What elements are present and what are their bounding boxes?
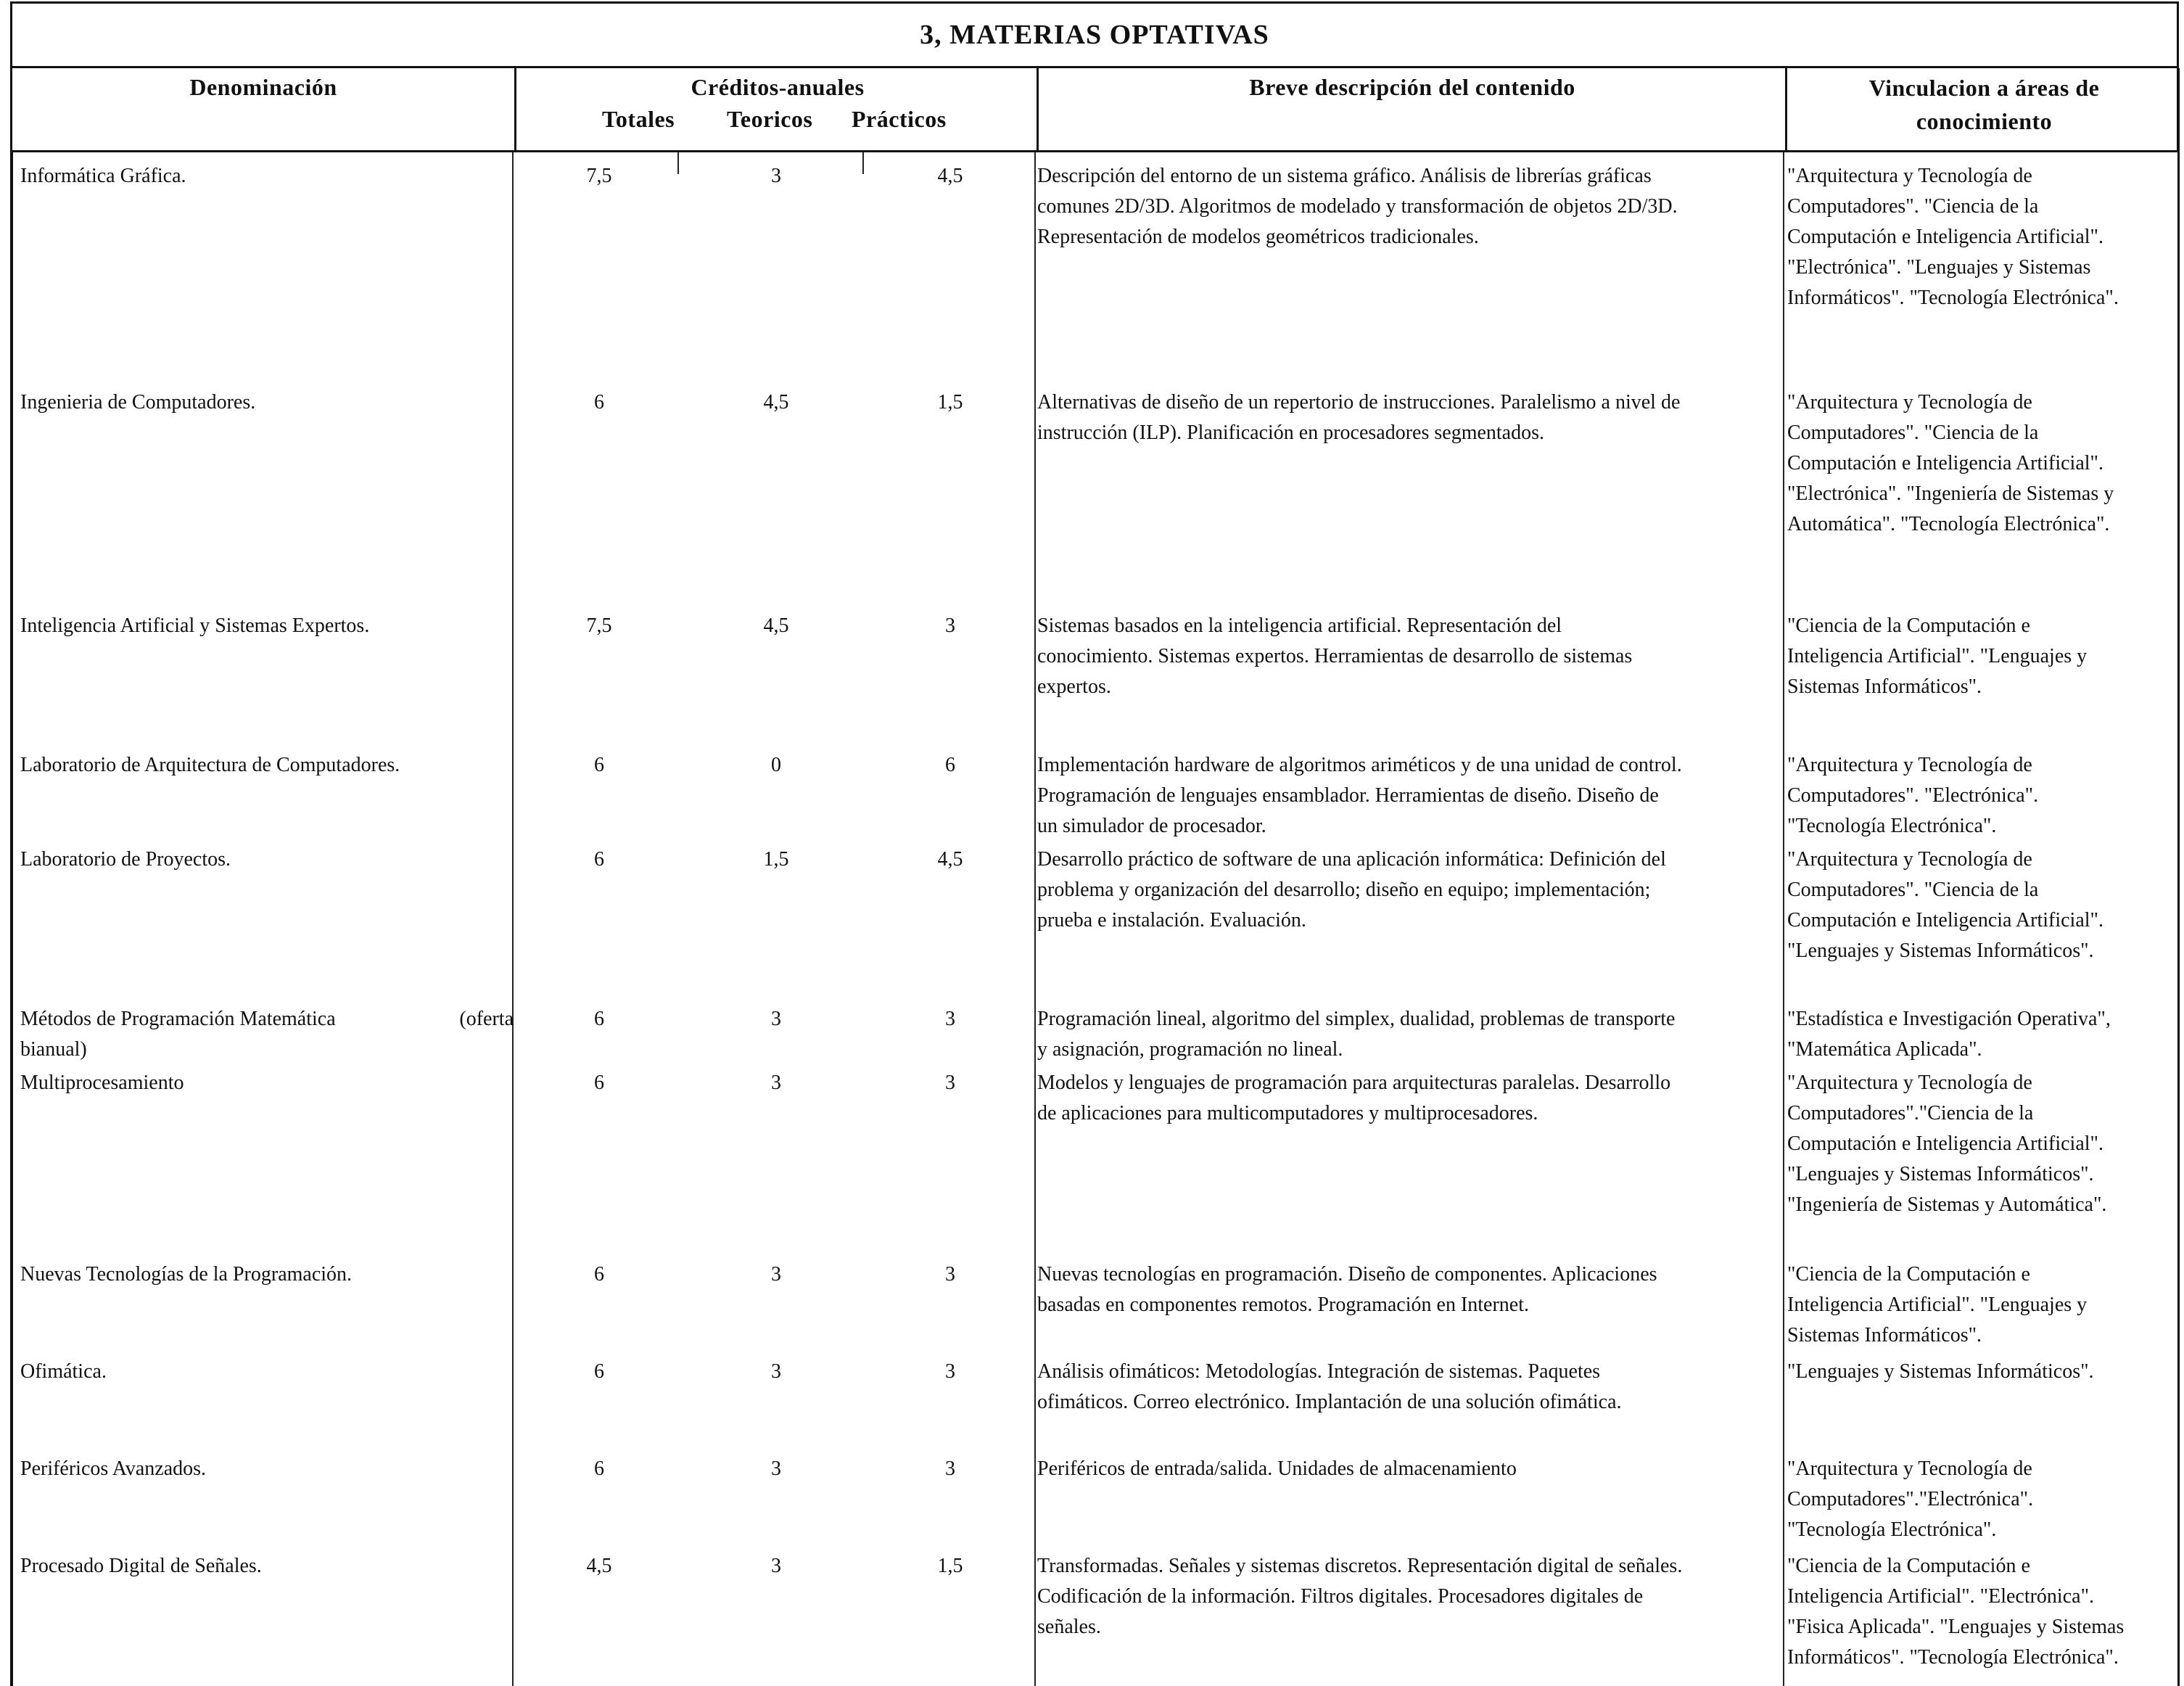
header-vinculacion-line1: Vinculacion a áreas de	[1868, 75, 2100, 101]
row-teoricos: 1,5	[763, 848, 789, 871]
row-practicos: 3	[945, 1360, 955, 1383]
row-name: Procesado Digital de Señales.	[20, 1555, 262, 1577]
column-divider	[677, 152, 679, 174]
row-practicos: 3	[945, 1457, 955, 1480]
row-name: Periféricos Avanzados.	[20, 1457, 207, 1480]
row-teoricos: 0	[771, 754, 781, 776]
row-description: Descripción del entorno de un sistema gráfico. Análisis de librerías gráficas comunes 2D/3D. Algoritmos de modelado y transformación de objetos 2D/3D. Representación de modelos geométricos tradicionales.	[1037, 165, 1678, 248]
row-description: Programación lineal, algoritmo del simplex, dualidad, problemas de transporte y asignación, programación no lineal.	[1037, 1008, 1676, 1061]
table-header	[10, 67, 2179, 152]
header-vinculacion	[1787, 67, 2181, 150]
row-practicos: 3	[945, 1072, 955, 1094]
row-teoricos: 3	[771, 1555, 781, 1577]
row-practicos: 3	[945, 614, 955, 637]
document-page	[10, 0, 2183, 1686]
row-areas: "Estadística e Investigación Operativa", "Matemática Aplicada".	[1787, 1008, 2111, 1061]
row-name: Ofimática.	[20, 1360, 107, 1383]
row-practicos: 6	[945, 754, 955, 776]
row-teoricos: 3	[771, 1008, 781, 1030]
row-areas: "Ciencia de la Computación e Inteligencia Artificial". "Electrónica". "Fisica Aplicada". "Lenguajes y Sistemas Informáticos". "Tecnología Electrónica".	[1787, 1555, 2125, 1669]
row-teoricos: 4,5	[763, 391, 789, 414]
row-areas: "Ciencia de la Computación e Inteligencia Artificial". "Lenguajes y Sistemas Informáticos".	[1787, 614, 2088, 698]
row-totales: 4,5	[586, 1555, 612, 1577]
column-divider	[862, 152, 864, 174]
row-name: Inteligencia Artificial y Sistemas Expertos.	[20, 614, 370, 637]
header-vinculacion-line2: conocimiento	[1916, 108, 2053, 134]
row-description: Desarrollo práctico de software de una aplicación informática: Definición del problema y organización del desarrollo; diseño en equipo; implementación; prueba e instalación. Evaluación.	[1037, 848, 1666, 932]
row-totales: 6	[594, 754, 604, 776]
row-totales: 6	[594, 848, 604, 871]
table-title-text: 3, MATERIAS OPTATIVAS	[920, 20, 1269, 50]
row-areas: "Arquitectura y Tecnología de Computadores". "Ciencia de la Computación e Inteligencia Artificial". "Electrónica". "Ingeniería de Sistemas y Automática". "Tecnología Electrónica".	[1787, 391, 2114, 535]
header-denominacion: Denominación	[189, 74, 337, 100]
row-practicos: 1,5	[937, 391, 963, 414]
row-teoricos: 3	[771, 165, 781, 187]
row-name: Nuevas Tecnologías de la Programación.	[20, 1263, 353, 1286]
header-teoricos: Teoricos	[727, 106, 813, 132]
row-totales: 6	[594, 391, 604, 414]
row-areas: "Ciencia de la Computación e Inteligencia Artificial". "Lenguajes y Sistemas Informáticos".	[1787, 1263, 2088, 1346]
row-practicos: 3	[945, 1008, 955, 1030]
table-title	[10, 1, 2179, 68]
row-description: Modelos y lenguajes de programación para arquitecturas paralelas. Desarrollo de aplicaciones para multicomputadores y multiprocesadores.	[1037, 1072, 1671, 1124]
row-areas: "Lenguajes y Sistemas Informáticos".	[1787, 1360, 2094, 1383]
row-description: Implementación hardware de algoritmos ariméticos y de una unidad de control. Programación de lenguajes ensamblador. Herramientas de diseño. Diseño de un simulador de procesador.	[1037, 754, 1682, 837]
row-name: Laboratorio de Arquitectura de Computadores.	[20, 754, 400, 776]
row-teoricos: 3	[771, 1072, 781, 1094]
row-name: Multiprocesamiento	[20, 1072, 184, 1094]
row-teoricos: 3	[771, 1457, 781, 1480]
row-practicos: 4,5	[937, 165, 963, 187]
header-practicos: Prácticos	[852, 106, 947, 132]
row-practicos: 4,5	[937, 848, 963, 871]
header-creditos	[516, 67, 1039, 150]
header-totales: Totales	[602, 106, 675, 132]
row-description: Nuevas tecnologías en programación. Diseño de componentes. Aplicaciones basadas en componentes remotos. Programación en Internet.	[1037, 1263, 1657, 1316]
row-areas: "Arquitectura y Tecnología de Computadores"."Electrónica". "Tecnología Electrónica".	[1787, 1457, 2034, 1541]
header-creditos-label: Créditos-anuales	[691, 74, 865, 100]
row-description: Análisis ofimáticos: Metodologías. Integración de sistemas. Paquetes ofimáticos. Correo electrónico. Implantación de una solución ofimática.	[1037, 1360, 1622, 1413]
row-teoricos: 3	[771, 1360, 781, 1383]
header-descripcion: Breve descripción del contenido	[1249, 74, 1575, 100]
row-totales: 6	[594, 1263, 604, 1286]
row-description: Periféricos de entrada/salida. Unidades de almacenamiento	[1037, 1457, 1517, 1480]
row-areas: "Arquitectura y Tecnología de Computadores". "Ciencia de la Computación e Inteligencia Artificial". "Lenguajes y Sistemas Informáticos".	[1787, 848, 2103, 962]
row-practicos: 1,5	[937, 1555, 963, 1577]
row-name: Métodos de Programación Matemática (oferta bianual)	[20, 1004, 514, 1065]
row-totales: 7,5	[586, 614, 612, 637]
row-name: Informática Gráfica.	[20, 165, 186, 187]
row-areas: "Arquitectura y Tecnología de Computadores". "Ciencia de la Computación e Inteligencia Artificial". "Electrónica". "Lenguajes y Sistemas Informáticos". "Tecnología Electrónica".	[1787, 165, 2119, 309]
row-totales: 6	[594, 1457, 604, 1480]
row-name-line: Métodos de Programación Matemática (oferta	[20, 1008, 514, 1030]
row-name: Laboratorio de Proyectos.	[20, 848, 231, 871]
row-description: Transformadas. Señales y sistemas discretos. Representación digital de señales. Codificación de la información. Filtros digitales. Procesadores digitales de señales.	[1037, 1555, 1683, 1638]
row-areas: "Arquitectura y Tecnología de Computadores". "Electrónica". "Tecnología Electrónica".	[1787, 754, 2039, 837]
table-left-border	[10, 152, 13, 1686]
row-teoricos: 4,5	[763, 614, 789, 637]
row-totales: 6	[594, 1072, 604, 1094]
row-areas: "Arquitectura y Tecnología de Computadores"."Ciencia de la Computación e Inteligencia Artificial". "Lenguajes y Sistemas Informáticos". "Ingeniería de Sistemas y Automática".	[1787, 1072, 2107, 1216]
row-totales: 6	[594, 1360, 604, 1383]
column-divider	[1034, 152, 1036, 1686]
row-totales: 6	[594, 1008, 604, 1030]
row-description: Alternativas de diseño de un repertorio de instrucciones. Paralelismo a nivel de instrucción (ILP). Planificación en procesadores segmentados.	[1037, 391, 1681, 444]
row-teoricos: 3	[771, 1263, 781, 1286]
row-totales: 7,5	[586, 165, 612, 187]
row-practicos: 3	[945, 1263, 955, 1286]
row-name: Ingenieria de Computadores.	[20, 391, 256, 414]
row-description: Sistemas basados en la inteligencia artificial. Representación del conocimiento. Sistemas expertos. Herramientas de desarrollo de sistemas expertos.	[1037, 614, 1633, 698]
